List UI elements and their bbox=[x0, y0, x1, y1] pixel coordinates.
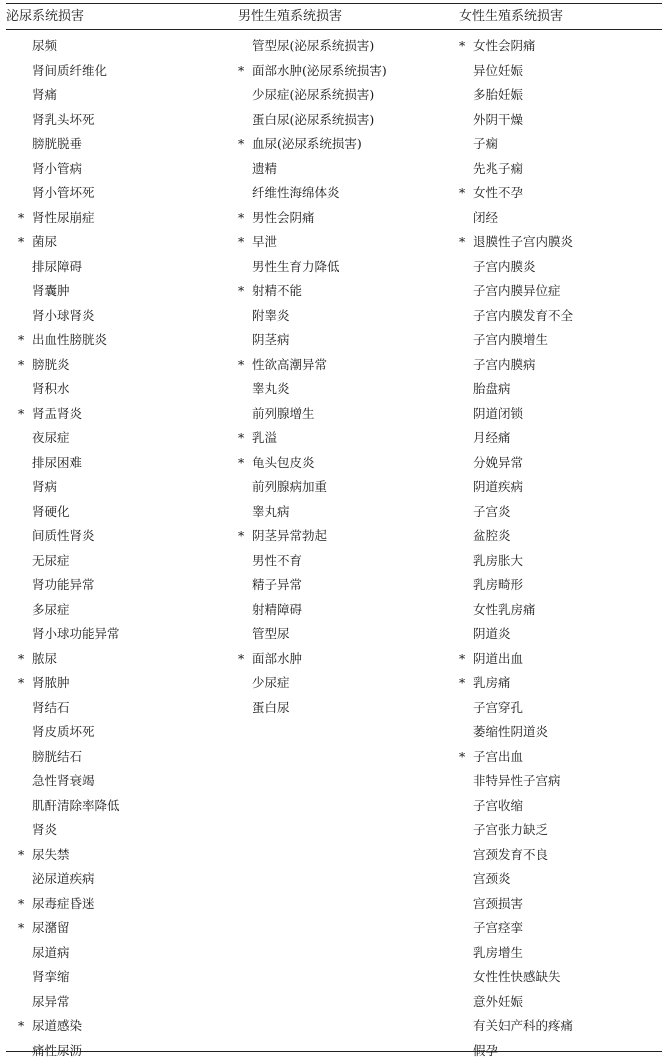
item-text: 睾丸病 bbox=[252, 504, 290, 519]
list-item bbox=[459, 279, 573, 304]
item-text: 肾硬化 bbox=[32, 504, 70, 519]
list-item bbox=[238, 206, 387, 231]
list-item bbox=[459, 328, 573, 353]
star-marker: * bbox=[238, 647, 252, 672]
list-item bbox=[459, 304, 573, 329]
list-item bbox=[238, 475, 387, 500]
list-item bbox=[459, 34, 573, 59]
item-text: 精子异常 bbox=[252, 577, 302, 592]
item-text: 肾小管坏死 bbox=[32, 185, 95, 200]
list-item bbox=[459, 524, 573, 549]
item-text: 肾乳头坏死 bbox=[32, 112, 95, 127]
item-text: 性欲高潮异常 bbox=[252, 357, 327, 372]
list-item bbox=[18, 647, 120, 672]
list-item bbox=[238, 500, 387, 525]
item-text: 乳房增生 bbox=[473, 945, 523, 960]
item-text: 先兆子痫 bbox=[473, 161, 523, 176]
list-item bbox=[238, 622, 387, 647]
item-text: 异位妊娠 bbox=[473, 63, 523, 78]
item-text: 膀胱炎 bbox=[32, 357, 70, 372]
item-text: 尿频 bbox=[32, 38, 57, 53]
item-text: 排尿困难 bbox=[32, 455, 82, 470]
list-item bbox=[18, 279, 120, 304]
item-text: 无尿症 bbox=[32, 553, 70, 568]
star-marker: * bbox=[238, 132, 252, 157]
star-marker: * bbox=[459, 647, 473, 672]
list-item bbox=[459, 59, 573, 84]
item-text: 阴道疾病 bbox=[473, 479, 523, 494]
star-marker: * bbox=[18, 892, 32, 917]
item-text: 肾结石 bbox=[32, 700, 70, 715]
item-text: 膀胱脱垂 bbox=[32, 136, 82, 151]
item-text: 肌酐清除率降低 bbox=[32, 798, 120, 813]
item-text: 乳房痛 bbox=[473, 675, 511, 690]
item-text: 附睾炎 bbox=[252, 308, 290, 323]
list-item bbox=[238, 524, 387, 549]
list-item bbox=[459, 1039, 573, 1063]
list-item bbox=[18, 549, 120, 574]
star-marker: * bbox=[18, 843, 32, 868]
item-text: 面部水肿 bbox=[252, 651, 302, 666]
item-text: 面部水肿(泌尿系统损害) bbox=[252, 63, 387, 78]
item-text: 子痫 bbox=[473, 136, 498, 151]
list-item bbox=[18, 622, 120, 647]
list-item bbox=[18, 524, 120, 549]
list-item bbox=[238, 402, 387, 427]
item-list bbox=[459, 34, 573, 1063]
item-text: 脓尿 bbox=[32, 651, 57, 666]
item-text: 尿潴留 bbox=[32, 920, 70, 935]
item-text: 急性肾衰竭 bbox=[32, 773, 95, 788]
item-text: 纤维性海绵体炎 bbox=[252, 185, 340, 200]
list-item bbox=[18, 965, 120, 990]
item-text: 退膜性子宫内膜炎 bbox=[473, 234, 573, 249]
item-text: 男性会阴痛 bbox=[252, 210, 315, 225]
item-text: 子宫收缩 bbox=[473, 798, 523, 813]
item-text: 血尿(泌尿系统损害) bbox=[252, 136, 362, 151]
item-text: 睾丸炎 bbox=[252, 381, 290, 396]
item-list bbox=[18, 34, 120, 1063]
item-text: 管型尿 bbox=[252, 626, 290, 641]
list-item bbox=[238, 132, 387, 157]
item-text: 阴茎异常勃起 bbox=[252, 528, 327, 543]
item-text: 子宫炎 bbox=[473, 504, 511, 519]
list-item bbox=[18, 892, 120, 917]
list-item bbox=[18, 328, 120, 353]
list-item bbox=[459, 769, 573, 794]
item-text: 前列腺病加重 bbox=[252, 479, 327, 494]
item-text: 肾性尿崩症 bbox=[32, 210, 95, 225]
list-item bbox=[459, 671, 573, 696]
star-marker: * bbox=[459, 671, 473, 696]
list-item bbox=[18, 745, 120, 770]
item-text: 乳房畸形 bbox=[473, 577, 523, 592]
list-item bbox=[18, 132, 120, 157]
item-text: 女性会阴痛 bbox=[473, 38, 536, 53]
item-text: 盆腔炎 bbox=[473, 528, 511, 543]
star-marker: * bbox=[18, 402, 32, 427]
list-item bbox=[459, 206, 573, 231]
list-item bbox=[459, 500, 573, 525]
list-item bbox=[18, 769, 120, 794]
list-item bbox=[459, 598, 573, 623]
item-text: 萎缩性阴道炎 bbox=[473, 724, 548, 739]
item-text: 女性性快感缺失 bbox=[473, 969, 561, 984]
list-item bbox=[459, 990, 573, 1015]
item-text: 夜尿症 bbox=[32, 430, 70, 445]
item-text: 菌尿 bbox=[32, 234, 57, 249]
star-marker: * bbox=[238, 451, 252, 476]
list-item bbox=[18, 475, 120, 500]
item-text: 龟头包皮炎 bbox=[252, 455, 315, 470]
table-header-rule bbox=[6, 29, 662, 30]
item-text: 前列腺增生 bbox=[252, 406, 315, 421]
item-text: 乳房胀大 bbox=[473, 553, 523, 568]
item-text: 宫颈发育不良 bbox=[473, 847, 548, 862]
item-text: 出血性膀胱炎 bbox=[32, 332, 107, 347]
list-item bbox=[238, 328, 387, 353]
list-item bbox=[18, 377, 120, 402]
item-text: 意外妊娠 bbox=[473, 994, 523, 1009]
list-item bbox=[18, 402, 120, 427]
list-item bbox=[18, 941, 120, 966]
list-item bbox=[459, 794, 573, 819]
item-text: 肾小球肾炎 bbox=[32, 308, 95, 323]
list-item bbox=[18, 794, 120, 819]
item-text: 肾功能异常 bbox=[32, 577, 95, 592]
list-item bbox=[18, 451, 120, 476]
list-item bbox=[459, 255, 573, 280]
star-marker: * bbox=[18, 206, 32, 231]
star-marker: * bbox=[18, 328, 32, 353]
list-item bbox=[459, 230, 573, 255]
item-text: 肾积水 bbox=[32, 381, 70, 396]
star-marker: * bbox=[238, 59, 252, 84]
list-item bbox=[459, 818, 573, 843]
item-text: 肾炎 bbox=[32, 822, 57, 837]
star-marker: * bbox=[18, 671, 32, 696]
list-item bbox=[238, 59, 387, 84]
list-item bbox=[459, 843, 573, 868]
item-text: 蛋白尿 bbox=[252, 700, 290, 715]
list-item bbox=[18, 426, 120, 451]
item-text: 尿失禁 bbox=[32, 847, 70, 862]
column-header: 泌尿系统损害 bbox=[6, 9, 84, 25]
item-text: 膀胱结石 bbox=[32, 749, 82, 764]
list-item bbox=[459, 647, 573, 672]
list-item bbox=[459, 622, 573, 647]
list-item bbox=[18, 59, 120, 84]
item-text: 宫颈损害 bbox=[473, 896, 523, 911]
list-item bbox=[459, 132, 573, 157]
item-text: 管型尿(泌尿系统损害) bbox=[252, 38, 374, 53]
list-item bbox=[459, 377, 573, 402]
item-text: 少尿症 bbox=[252, 675, 290, 690]
list-item bbox=[18, 230, 120, 255]
star-marker: * bbox=[238, 279, 252, 304]
item-text: 遗精 bbox=[252, 161, 277, 176]
item-text: 子宫内膜病 bbox=[473, 357, 536, 372]
item-text: 痛性尿沥 bbox=[32, 1043, 82, 1058]
star-marker: * bbox=[238, 426, 252, 451]
list-item bbox=[459, 573, 573, 598]
item-text: 胎盘病 bbox=[473, 381, 511, 396]
star-marker: * bbox=[18, 1014, 32, 1039]
item-text: 射精不能 bbox=[252, 283, 302, 298]
list-item bbox=[459, 451, 573, 476]
list-item bbox=[459, 353, 573, 378]
list-item bbox=[459, 83, 573, 108]
item-text: 月经痛 bbox=[473, 430, 511, 445]
list-item bbox=[18, 83, 120, 108]
list-item bbox=[18, 818, 120, 843]
item-text: 蛋白尿(泌尿系统损害) bbox=[252, 112, 374, 127]
list-item bbox=[238, 696, 387, 721]
item-text: 肾盂肾炎 bbox=[32, 406, 82, 421]
item-text: 子宫出血 bbox=[473, 749, 523, 764]
list-item bbox=[459, 426, 573, 451]
item-text: 尿道病 bbox=[32, 945, 70, 960]
item-text: 肾小球功能异常 bbox=[32, 626, 120, 641]
item-text: 尿道感染 bbox=[32, 1018, 82, 1033]
list-item bbox=[18, 1039, 120, 1063]
item-text: 泌尿道疾病 bbox=[32, 871, 95, 886]
list-item bbox=[18, 353, 120, 378]
list-item bbox=[238, 255, 387, 280]
list-item bbox=[459, 941, 573, 966]
item-text: 子宫张力缺乏 bbox=[473, 822, 548, 837]
item-text: 假孕 bbox=[473, 1043, 498, 1058]
list-item bbox=[238, 108, 387, 133]
star-marker: * bbox=[459, 230, 473, 255]
star-marker: * bbox=[238, 230, 252, 255]
star-marker: * bbox=[18, 353, 32, 378]
list-item bbox=[459, 916, 573, 941]
star-marker: * bbox=[18, 647, 32, 672]
item-text: 宫颈炎 bbox=[473, 871, 511, 886]
list-item bbox=[18, 671, 120, 696]
list-item bbox=[18, 255, 120, 280]
list-item bbox=[238, 230, 387, 255]
star-marker: * bbox=[459, 745, 473, 770]
list-item bbox=[238, 647, 387, 672]
list-item bbox=[238, 304, 387, 329]
item-text: 分娩异常 bbox=[473, 455, 523, 470]
list-item bbox=[459, 965, 573, 990]
item-text: 肾小管病 bbox=[32, 161, 82, 176]
item-text: 外阴干燥 bbox=[473, 112, 523, 127]
item-text: 肾病 bbox=[32, 479, 57, 494]
list-item bbox=[18, 598, 120, 623]
star-marker: * bbox=[238, 524, 252, 549]
list-item bbox=[459, 402, 573, 427]
item-text: 有关妇产科的疼痛 bbox=[473, 1018, 573, 1033]
list-item bbox=[238, 573, 387, 598]
list-item bbox=[238, 83, 387, 108]
star-marker: * bbox=[238, 353, 252, 378]
list-item bbox=[18, 206, 120, 231]
item-text: 阴道炎 bbox=[473, 626, 511, 641]
star-marker: * bbox=[459, 181, 473, 206]
item-text: 早泄 bbox=[252, 234, 277, 249]
item-text: 阴道出血 bbox=[473, 651, 523, 666]
list-item bbox=[18, 573, 120, 598]
table-top-rule bbox=[6, 3, 662, 4]
star-marker: * bbox=[459, 34, 473, 59]
list-item bbox=[459, 475, 573, 500]
star-marker: * bbox=[18, 230, 32, 255]
item-text: 尿毒症昏迷 bbox=[32, 896, 95, 911]
list-item bbox=[18, 696, 120, 721]
item-text: 男性生育力降低 bbox=[252, 259, 340, 274]
list-item bbox=[459, 892, 573, 917]
item-text: 多胎妊娠 bbox=[473, 87, 523, 102]
list-item bbox=[238, 279, 387, 304]
item-text: 肾间质纤维化 bbox=[32, 63, 107, 78]
star-marker: * bbox=[238, 206, 252, 231]
item-text: 闭经 bbox=[473, 210, 498, 225]
item-text: 肾痛 bbox=[32, 87, 57, 102]
list-item bbox=[459, 181, 573, 206]
list-item bbox=[18, 181, 120, 206]
item-text: 子宫内膜炎 bbox=[473, 259, 536, 274]
list-item bbox=[18, 34, 120, 59]
list-item bbox=[18, 108, 120, 133]
item-text: 子宫内膜发育不全 bbox=[473, 308, 573, 323]
item-text: 多尿症 bbox=[32, 602, 70, 617]
list-item bbox=[459, 867, 573, 892]
item-text: 男性不育 bbox=[252, 553, 302, 568]
column-header: 男性生殖系统损害 bbox=[238, 9, 342, 25]
item-text: 少尿症(泌尿系统损害) bbox=[252, 87, 374, 102]
list-item bbox=[238, 598, 387, 623]
item-text: 肾皮质坏死 bbox=[32, 724, 95, 739]
list-item bbox=[18, 720, 120, 745]
item-text: 射精障碍 bbox=[252, 602, 302, 617]
item-text: 肾囊肿 bbox=[32, 283, 70, 298]
list-item bbox=[238, 377, 387, 402]
list-item bbox=[18, 843, 120, 868]
item-text: 间质性肾炎 bbox=[32, 528, 95, 543]
item-text: 肾脓肿 bbox=[32, 675, 70, 690]
list-item bbox=[18, 304, 120, 329]
item-text: 阴道闭锁 bbox=[473, 406, 523, 421]
list-item bbox=[459, 720, 573, 745]
item-text: 排尿障碍 bbox=[32, 259, 82, 274]
list-item bbox=[238, 181, 387, 206]
item-text: 子宫穿孔 bbox=[473, 700, 523, 715]
item-text: 女性不孕 bbox=[473, 185, 523, 200]
column-header: 女性生殖系统损害 bbox=[459, 9, 563, 25]
item-text: 子宫内膜异位症 bbox=[473, 283, 561, 298]
list-item bbox=[18, 157, 120, 182]
list-item bbox=[18, 1014, 120, 1039]
item-text: 女性乳房痛 bbox=[473, 602, 536, 617]
list-item bbox=[459, 745, 573, 770]
star-marker: * bbox=[18, 916, 32, 941]
item-text: 非特异性子宫病 bbox=[473, 773, 561, 788]
list-item bbox=[18, 990, 120, 1015]
list-item bbox=[238, 451, 387, 476]
item-text: 乳溢 bbox=[252, 430, 277, 445]
list-item bbox=[459, 1014, 573, 1039]
list-item bbox=[238, 353, 387, 378]
list-item bbox=[18, 916, 120, 941]
item-list bbox=[238, 34, 387, 720]
item-text: 子宫内膜增生 bbox=[473, 332, 548, 347]
item-text: 尿异常 bbox=[32, 994, 70, 1009]
list-item bbox=[238, 157, 387, 182]
item-text: 肾挛缩 bbox=[32, 969, 70, 984]
list-item bbox=[459, 549, 573, 574]
list-item bbox=[18, 500, 120, 525]
item-text: 子宫痉挛 bbox=[473, 920, 523, 935]
item-text: 阴茎病 bbox=[252, 332, 290, 347]
list-item bbox=[238, 671, 387, 696]
list-item bbox=[238, 34, 387, 59]
list-item bbox=[459, 108, 573, 133]
list-item bbox=[18, 867, 120, 892]
list-item bbox=[459, 157, 573, 182]
list-item bbox=[238, 426, 387, 451]
list-item bbox=[459, 696, 573, 721]
list-item bbox=[238, 549, 387, 574]
